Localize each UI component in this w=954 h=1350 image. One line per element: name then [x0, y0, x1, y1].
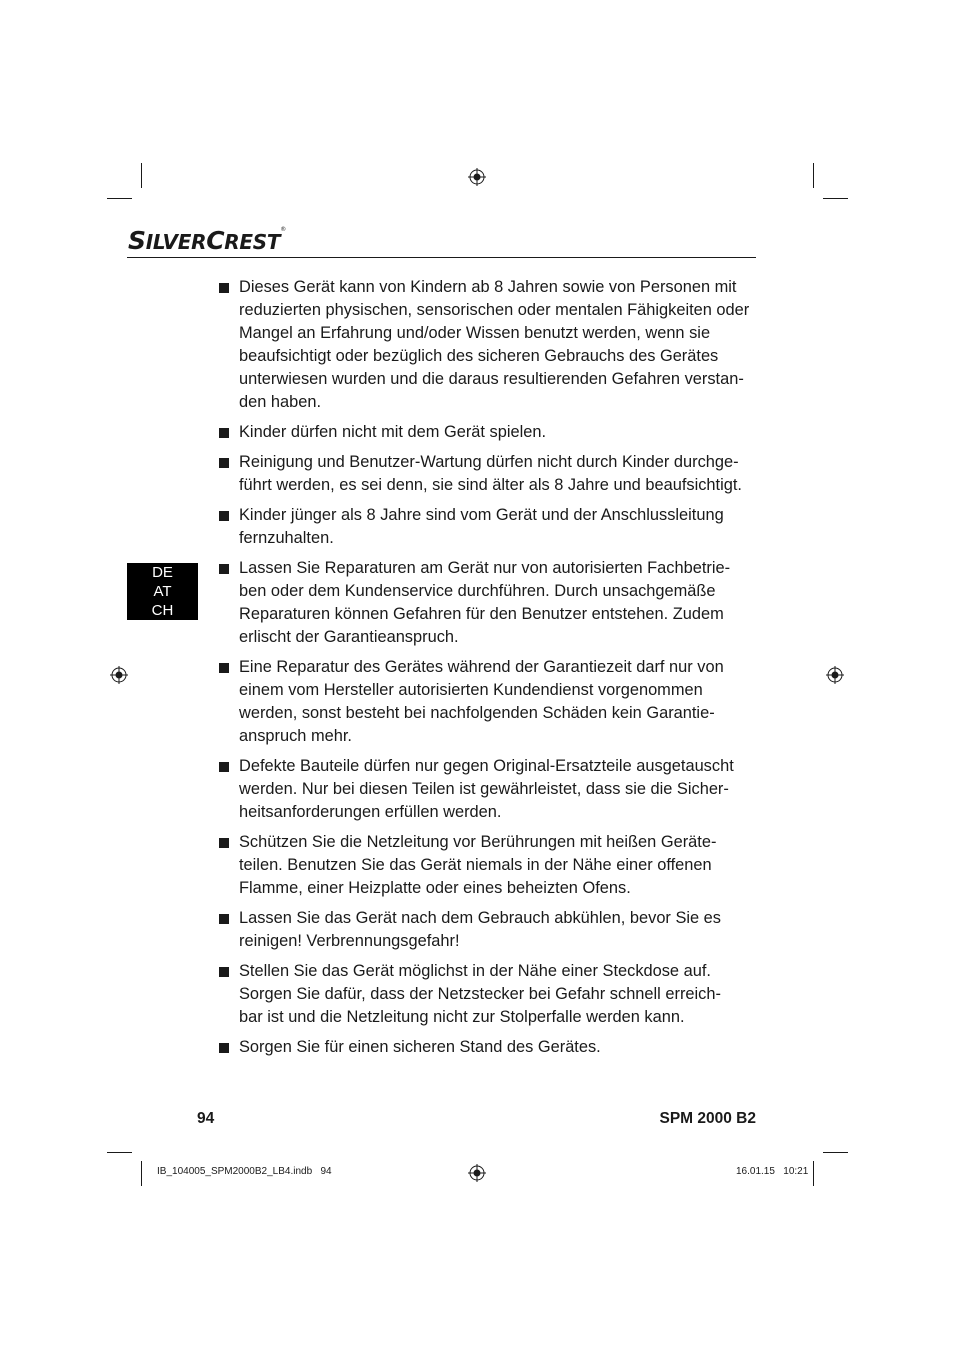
list-item: Lassen Sie Reparaturen am Gerät nur von autorisierten Fachbetrie- ben oder dem Kundenservice durchführen. Durch unsachgemäße Reparaturen können Gefahren für den Benutzer entstehen. Zudem erlischt der Garantieanspruch. [218, 557, 738, 649]
list-item: Dieses Gerät kann von Kindern ab 8 Jahren sowie von Personen mit reduzierten physischen, sensorischen oder mentalen Fähigkeiten oder Mangel an Erfahrung und/oder Wissen benutzt werden, wenn sie beaufsichtigt oder bezüglich des sicheren Gebrauchs des Gerätes unterwiesen wurden und die daraus resultierenden Gefahren verstan- den haben. [218, 276, 738, 414]
square-bullet-icon [219, 428, 229, 438]
crop-mark [107, 198, 132, 199]
list-item: Schützen Sie die Netzleitung vor Berührungen mit heißen Geräte- teilen. Benutzen Sie das Gerät niemals in der Nähe einer offenen Flamme, einer Heizplatte oder eines beheizten Ofens. [218, 831, 738, 900]
crop-mark [141, 163, 142, 188]
list-item: Sorgen Sie für einen sicheren Stand des Gerätes. [218, 1036, 738, 1059]
crop-mark [823, 198, 848, 199]
list-item: Stellen Sie das Gerät möglichst in der Nähe einer Steckdose auf. Sorgen Sie dafür, dass der Netzstecker bei Gefahr schnell erreich- bar ist und die Netzleitung nicht zur Stolperfalle werden kann. [218, 960, 738, 1029]
registration-mark-icon [110, 666, 128, 684]
square-bullet-icon [219, 458, 229, 468]
crop-mark [813, 163, 814, 188]
list-item: Lassen Sie das Gerät nach dem Gebrauch abkühlen, bevor Sie es reinigen! Verbrennungsgefahr! [218, 907, 738, 953]
list-item: Defekte Bauteile dürfen nur gegen Original-Ersatzteile ausgetauscht werden. Nur bei diesen Teilen ist gewährleistet, dass sie die Sicher- heitsanforderungen erfüllen werden. [218, 755, 738, 824]
list-item: Kinder dürfen nicht mit dem Gerät spielen. [218, 421, 738, 444]
header-divider [127, 257, 756, 258]
square-bullet-icon [219, 663, 229, 673]
language-code: AT [153, 583, 172, 600]
square-bullet-icon [219, 1043, 229, 1053]
square-bullet-icon [219, 283, 229, 293]
square-bullet-icon [219, 914, 229, 924]
language-tab [127, 563, 198, 620]
model-number: SPM 2000 B2 [659, 1110, 756, 1127]
registration-mark-icon [826, 666, 844, 684]
language-code: DE [152, 564, 173, 581]
square-bullet-icon [219, 564, 229, 574]
registration-mark-icon [468, 168, 486, 186]
crop-mark [823, 1152, 848, 1153]
registration-mark-icon [468, 1164, 486, 1182]
square-bullet-icon [219, 511, 229, 521]
square-bullet-icon [219, 838, 229, 848]
print-slug-date: 16.01.15 10:21 [736, 1166, 809, 1177]
square-bullet-icon [219, 762, 229, 772]
silvercrest-logo: SILVERCREST® [128, 226, 286, 255]
list-item: Eine Reparatur des Gerätes während der Garantiezeit darf nur von einem vom Hersteller autorisierten Kundendienst vorgenommen werden, sonst besteht bei nachfolgenden Schäden kein Garantie- anspruch mehr. [218, 656, 738, 748]
print-slug-file: IB_104005_SPM2000B2_LB4.indb 94 [157, 1166, 332, 1177]
crop-mark [813, 1161, 814, 1186]
language-code: CH [151, 602, 174, 619]
crop-mark [141, 1161, 142, 1186]
square-bullet-icon [219, 967, 229, 977]
list-item: Reinigung und Benutzer-Wartung dürfen nicht durch Kinder durchge- führt werden, es sei denn, sie sind älter als 8 Jahre und beaufsichtigt. [218, 451, 738, 497]
safety-instructions-list [218, 276, 750, 1066]
crop-mark [107, 1152, 132, 1153]
list-item: Kinder jünger als 8 Jahre sind vom Gerät und der Anschlussleitung fernzuhalten. [218, 504, 738, 550]
page-number: 94 [197, 1110, 215, 1127]
